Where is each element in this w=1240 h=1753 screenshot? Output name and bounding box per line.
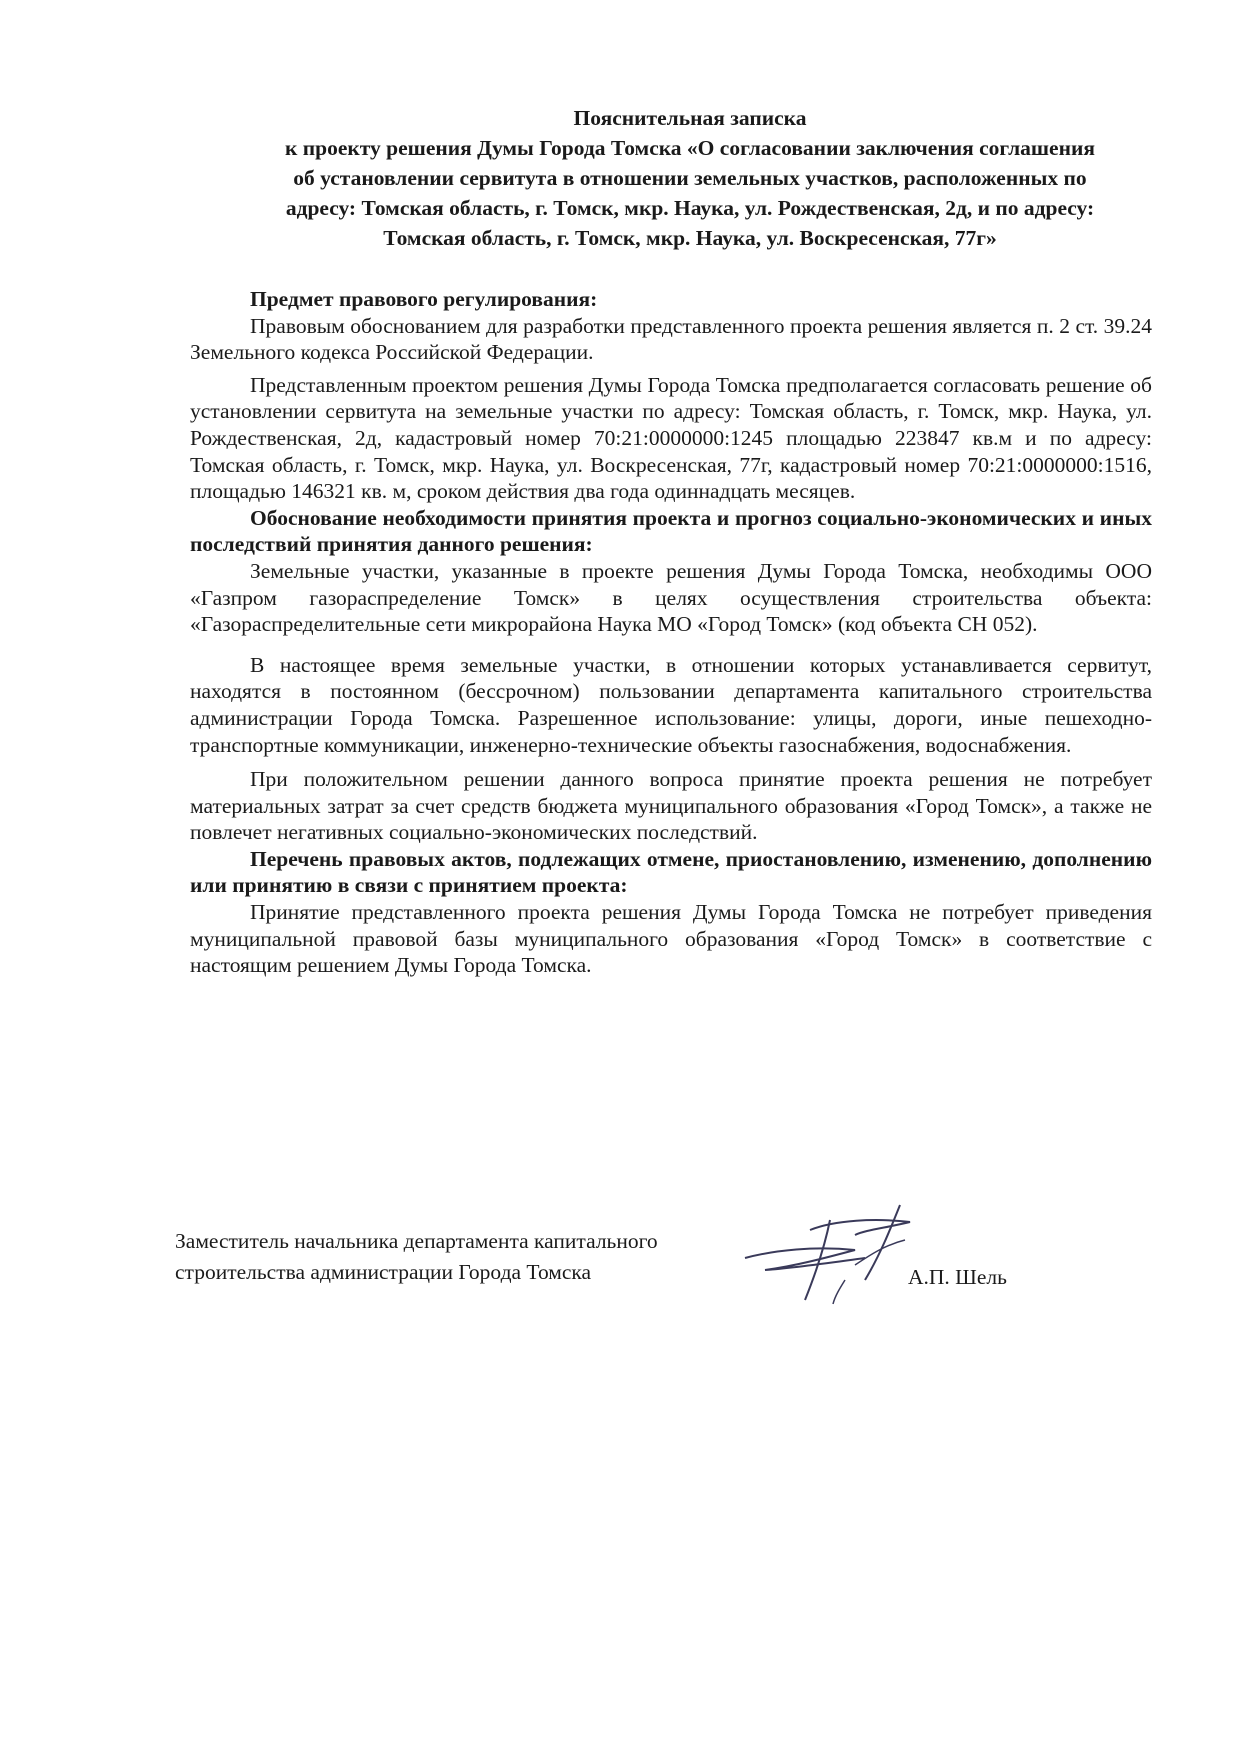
paragraph: Представленным проектом решения Думы Города Томска предполагается согласовать решение об установлении сервитута на земельные участки по адресу: Томская область, г. Томск, мкр. Наука, ул. Рождественская, 2д, кадастровый номер 70:21:0000000:1245 площадью 223847 кв.м и по адресу: Томская область, г. Томск, мкр. Наука, ул. Воскресенская, 77г, кадастровый номер 70:21:0000000:1516, площадью 146321 кв. м, сроком действия два года одиннадцать месяцев. (190, 372, 1152, 504)
section-heading-justification: Обоснование необходимости принятия проекта и прогноз социально-экономических и иных последствий принятия данного решения: (190, 505, 1152, 557)
signatory-position (175, 1226, 735, 1288)
subtitle-line: об установлении сервитута в отношении земельных участков, расположенных по (293, 166, 1087, 190)
signatory-position-line: строительства администрации Города Томска (175, 1260, 592, 1284)
paragraph: Принятие представленного проекта решения Думы Города Томска не потребует приведения муниципальной правовой базы муниципального образования «Город Томск» в соответствие с настоящим решением Думы Города Томска. (190, 900, 1152, 978)
handwritten-signature (735, 1200, 965, 1310)
document-header (200, 103, 1180, 253)
signatory-position-line: Заместитель начальника департамента капитального (175, 1229, 658, 1253)
section-heading-acts: Перечень правовых актов, подлежащих отмене, приостановлению, изменению, дополнению или принятию в связи с принятием проекта: (190, 846, 1152, 898)
paragraph: В настоящее время земельные участки, в отношении которых устанавливается сервитут, находятся в постоянном (бессрочном) пользовании департамента капитального строительства администрации Города Томска. Разрешенное использование: улицы, дороги, иные пешеходно-транспортные коммуникации, инженерно-технические объекты газоснабжения, водоснабжения. (190, 652, 1152, 757)
paragraph: Правовым обоснованием для разработки представленного проекта решения является п. 2 ст. 39.24 Земельного кодекса Российской Федерации. (190, 313, 1152, 365)
document-title: Пояснительная записка (573, 106, 807, 130)
subtitle-line: Томская область, г. Томск, мкр. Наука, ул. Воскресенская, 77г» (383, 226, 997, 250)
subtitle-line: адресу: Томская область, г. Томск, мкр. Наука, ул. Рождественская, 2д, и по адресу: (285, 196, 1095, 220)
document-body (190, 287, 1152, 979)
section-heading-subject: Предмет правового регулирования: (250, 287, 598, 311)
paragraph: Земельные участки, указанные в проекте решения Думы Города Томска, необходимы ООО «Газпром газораспределение Томск» в целях осуществления строительства объекта: «Газораспределительные сети микрорайона Наука МО «Город Томск» (код объекта СН 052). (190, 558, 1152, 637)
subtitle-line: к проекту решения Думы Города Томска «О согласовании заключения соглашения (284, 136, 1095, 160)
signatory-name: А.П. Шель (908, 1265, 1007, 1289)
paragraph: При положительном решении данного вопроса принятие проекта решения не потребует материальных затрат за счет средств бюджета муниципального образования «Город Томск», а также не повлечет негативных социально-экономических последствий. (190, 767, 1152, 845)
